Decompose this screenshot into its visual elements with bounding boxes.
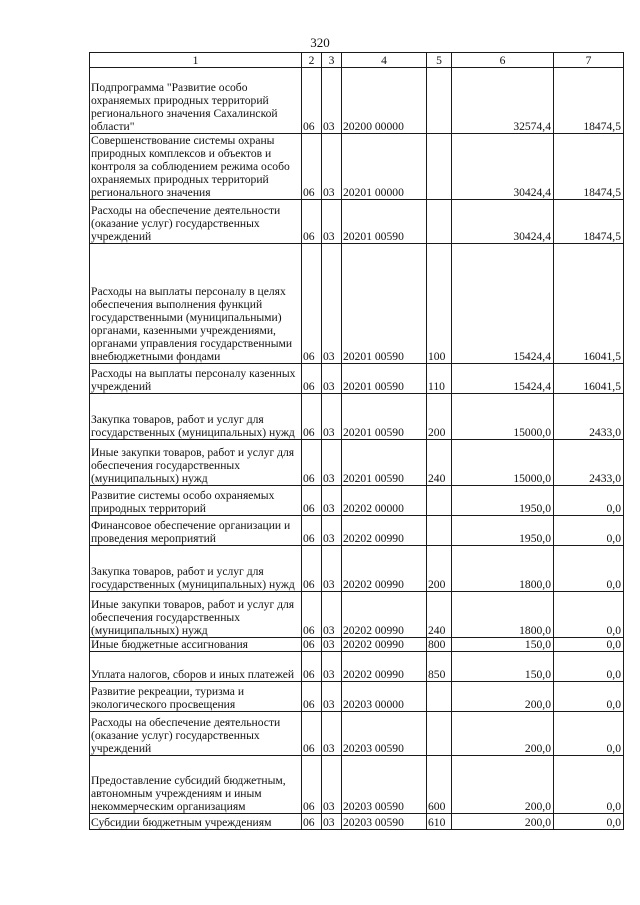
subsection-code-cell: 03 <box>322 712 342 756</box>
section-code-cell: 06 <box>302 440 322 486</box>
subsection-code-cell: 03 <box>322 200 342 244</box>
target-article-cell: 20201 00590 <box>342 244 427 364</box>
expense-type-cell <box>427 68 452 134</box>
table-row <box>90 814 624 830</box>
amount-col7-cell: 0,0 <box>554 546 624 592</box>
section-code-cell: 06 <box>302 638 322 652</box>
amount-col6-cell: 150,0 <box>452 652 554 682</box>
table-row <box>90 516 624 546</box>
column-header: 6 <box>452 53 554 68</box>
section-code-cell: 06 <box>302 652 322 682</box>
subsection-code-cell: 03 <box>322 756 342 814</box>
amount-col6-cell: 1950,0 <box>452 486 554 516</box>
expense-type-cell: 100 <box>427 244 452 364</box>
subsection-code-cell: 03 <box>322 652 342 682</box>
section-code-cell: 06 <box>302 814 322 830</box>
amount-col6-cell: 15424,4 <box>452 364 554 394</box>
amount-col7-cell: 2433,0 <box>554 394 624 440</box>
table-row <box>90 546 624 592</box>
table-row <box>90 652 624 682</box>
target-article-cell: 20202 00990 <box>342 652 427 682</box>
table-row <box>90 200 624 244</box>
amount-col6-cell: 1800,0 <box>452 546 554 592</box>
row-name-cell: Расходы на обеспечение деятельности (оказание услуг) государственных учреждений <box>90 200 302 244</box>
expense-type-cell <box>427 516 452 546</box>
amount-col7-cell: 2433,0 <box>554 440 624 486</box>
row-name-cell: Закупка товаров, работ и услуг для государственных (муниципальных) нужд <box>90 394 302 440</box>
amount-col7-cell: 0,0 <box>554 712 624 756</box>
amount-col7-cell: 0,0 <box>554 682 624 712</box>
amount-col6-cell: 30424,4 <box>452 200 554 244</box>
amount-col6-cell: 150,0 <box>452 638 554 652</box>
amount-col6-cell: 15424,4 <box>452 244 554 364</box>
subsection-code-cell: 03 <box>322 516 342 546</box>
amount-col6-cell: 30424,4 <box>452 134 554 200</box>
amount-col7-cell: 16041,5 <box>554 244 624 364</box>
section-code-cell: 06 <box>302 244 322 364</box>
target-article-cell: 20201 00590 <box>342 440 427 486</box>
amount-col7-cell: 0,0 <box>554 638 624 652</box>
amount-col7-cell: 16041,5 <box>554 364 624 394</box>
section-code-cell: 06 <box>302 592 322 638</box>
table-row <box>90 394 624 440</box>
target-article-cell: 20202 00990 <box>342 516 427 546</box>
amount-col7-cell: 0,0 <box>554 486 624 516</box>
amount-col6-cell: 200,0 <box>452 712 554 756</box>
expense-type-cell <box>427 486 452 516</box>
row-name-cell: Иные закупки товаров, работ и услуг для обеспечения государственных (муниципальных) нужд <box>90 592 302 638</box>
section-code-cell: 06 <box>302 200 322 244</box>
subsection-code-cell: 03 <box>322 592 342 638</box>
table-row <box>90 638 624 652</box>
table-row <box>90 134 624 200</box>
section-code-cell: 06 <box>302 134 322 200</box>
subsection-code-cell: 03 <box>322 364 342 394</box>
subsection-code-cell: 03 <box>322 546 342 592</box>
amount-col7-cell: 18474,5 <box>554 200 624 244</box>
target-article-cell: 20201 00590 <box>342 394 427 440</box>
table-row <box>90 592 624 638</box>
row-name-cell: Уплата налогов, сборов и иных платежей <box>90 652 302 682</box>
section-code-cell: 06 <box>302 68 322 134</box>
subsection-code-cell: 03 <box>322 440 342 486</box>
amount-col7-cell: 0,0 <box>554 652 624 682</box>
amount-col6-cell: 1800,0 <box>452 592 554 638</box>
row-name-cell: Расходы на выплаты персоналу в целях обеспечения выполнения функций государственными (муниципальными) органами, казенными учреждениями, органами управления государственными внебюджетными фондами <box>90 244 302 364</box>
target-article-cell: 20202 00990 <box>342 638 427 652</box>
row-name-cell: Развитие системы особо охраняемых природных территорий <box>90 486 302 516</box>
page-number: 320 <box>310 35 330 50</box>
row-name-cell: Расходы на обеспечение деятельности (оказание услуг) государственных учреждений <box>90 712 302 756</box>
budget-table <box>89 52 624 830</box>
subsection-code-cell: 03 <box>322 394 342 440</box>
section-code-cell: 06 <box>302 364 322 394</box>
expense-type-cell <box>427 712 452 756</box>
subsection-code-cell: 03 <box>322 682 342 712</box>
column-header: 4 <box>342 53 427 68</box>
section-code-cell: 06 <box>302 756 322 814</box>
expense-type-cell: 800 <box>427 638 452 652</box>
section-code-cell: 06 <box>302 486 322 516</box>
table-row <box>90 244 624 364</box>
section-code-cell: 06 <box>302 546 322 592</box>
row-name-cell: Субсидии бюджетным учреждениям <box>90 814 302 830</box>
amount-col6-cell: 15000,0 <box>452 440 554 486</box>
subsection-code-cell: 03 <box>322 486 342 516</box>
amount-col6-cell: 200,0 <box>452 756 554 814</box>
target-article-cell: 20202 00000 <box>342 486 427 516</box>
section-code-cell: 06 <box>302 712 322 756</box>
row-name-cell: Расходы на выплаты персоналу казенных учреждений <box>90 364 302 394</box>
target-article-cell: 20203 00590 <box>342 756 427 814</box>
amount-col6-cell: 32574,4 <box>452 68 554 134</box>
expense-type-cell <box>427 682 452 712</box>
subsection-code-cell: 03 <box>322 68 342 134</box>
target-article-cell: 20203 00590 <box>342 814 427 830</box>
row-name-cell: Финансовое обеспечение организации и проведения мероприятий <box>90 516 302 546</box>
expense-type-cell: 110 <box>427 364 452 394</box>
column-header: 3 <box>322 53 342 68</box>
section-code-cell: 06 <box>302 516 322 546</box>
table-row <box>90 68 624 134</box>
section-code-cell: 06 <box>302 682 322 712</box>
table-row <box>90 682 624 712</box>
target-article-cell: 20202 00990 <box>342 546 427 592</box>
column-header: 5 <box>427 53 452 68</box>
expense-type-cell: 240 <box>427 440 452 486</box>
target-article-cell: 20201 00590 <box>342 364 427 394</box>
target-article-cell: 20203 00000 <box>342 682 427 712</box>
target-article-cell: 20200 00000 <box>342 68 427 134</box>
target-article-cell: 20201 00000 <box>342 134 427 200</box>
expense-type-cell <box>427 200 452 244</box>
amount-col7-cell: 18474,5 <box>554 134 624 200</box>
row-name-cell: Иные закупки товаров, работ и услуг для обеспечения государственных (муниципальных) нужд <box>90 440 302 486</box>
target-article-cell: 20202 00990 <box>342 592 427 638</box>
table-row <box>90 712 624 756</box>
row-name-cell: Развитие рекреации, туризма и экологического просвещения <box>90 682 302 712</box>
expense-type-cell: 200 <box>427 546 452 592</box>
amount-col6-cell: 200,0 <box>452 814 554 830</box>
amount-col6-cell: 1950,0 <box>452 516 554 546</box>
expense-type-cell: 600 <box>427 756 452 814</box>
expense-type-cell: 850 <box>427 652 452 682</box>
target-article-cell: 20203 00590 <box>342 712 427 756</box>
row-name-cell: Иные бюджетные ассигнования <box>90 638 302 652</box>
row-name-cell: Подпрограмма "Развитие особо охраняемых природных территорий регионального значения Сахалинской области" <box>90 68 302 134</box>
expense-type-cell: 610 <box>427 814 452 830</box>
amount-col7-cell: 0,0 <box>554 814 624 830</box>
amount-col7-cell: 0,0 <box>554 756 624 814</box>
subsection-code-cell: 03 <box>322 134 342 200</box>
table-header-row <box>90 53 624 68</box>
amount-col7-cell: 0,0 <box>554 592 624 638</box>
column-header: 1 <box>90 53 302 68</box>
expense-type-cell <box>427 134 452 200</box>
row-name-cell: Предоставление субсидий бюджетным, автономным учреждениям и иным некоммерческим организациям <box>90 756 302 814</box>
amount-col6-cell: 200,0 <box>452 682 554 712</box>
subsection-code-cell: 03 <box>322 638 342 652</box>
row-name-cell: Совершенствование системы охраны природных комплексов и объектов и контроля за соблюдением режима особо охраняемых природных территорий регионального значения <box>90 134 302 200</box>
column-header: 2 <box>302 53 322 68</box>
subsection-code-cell: 03 <box>322 244 342 364</box>
column-header: 7 <box>554 53 624 68</box>
subsection-code-cell: 03 <box>322 814 342 830</box>
expense-type-cell: 200 <box>427 394 452 440</box>
amount-col7-cell: 18474,5 <box>554 68 624 134</box>
table-row <box>90 440 624 486</box>
expense-type-cell: 240 <box>427 592 452 638</box>
table-row <box>90 486 624 516</box>
section-code-cell: 06 <box>302 394 322 440</box>
table-row <box>90 364 624 394</box>
amount-col7-cell: 0,0 <box>554 516 624 546</box>
target-article-cell: 20201 00590 <box>342 200 427 244</box>
row-name-cell: Закупка товаров, работ и услуг для государственных (муниципальных) нужд <box>90 546 302 592</box>
table-row <box>90 756 624 814</box>
amount-col6-cell: 15000,0 <box>452 394 554 440</box>
